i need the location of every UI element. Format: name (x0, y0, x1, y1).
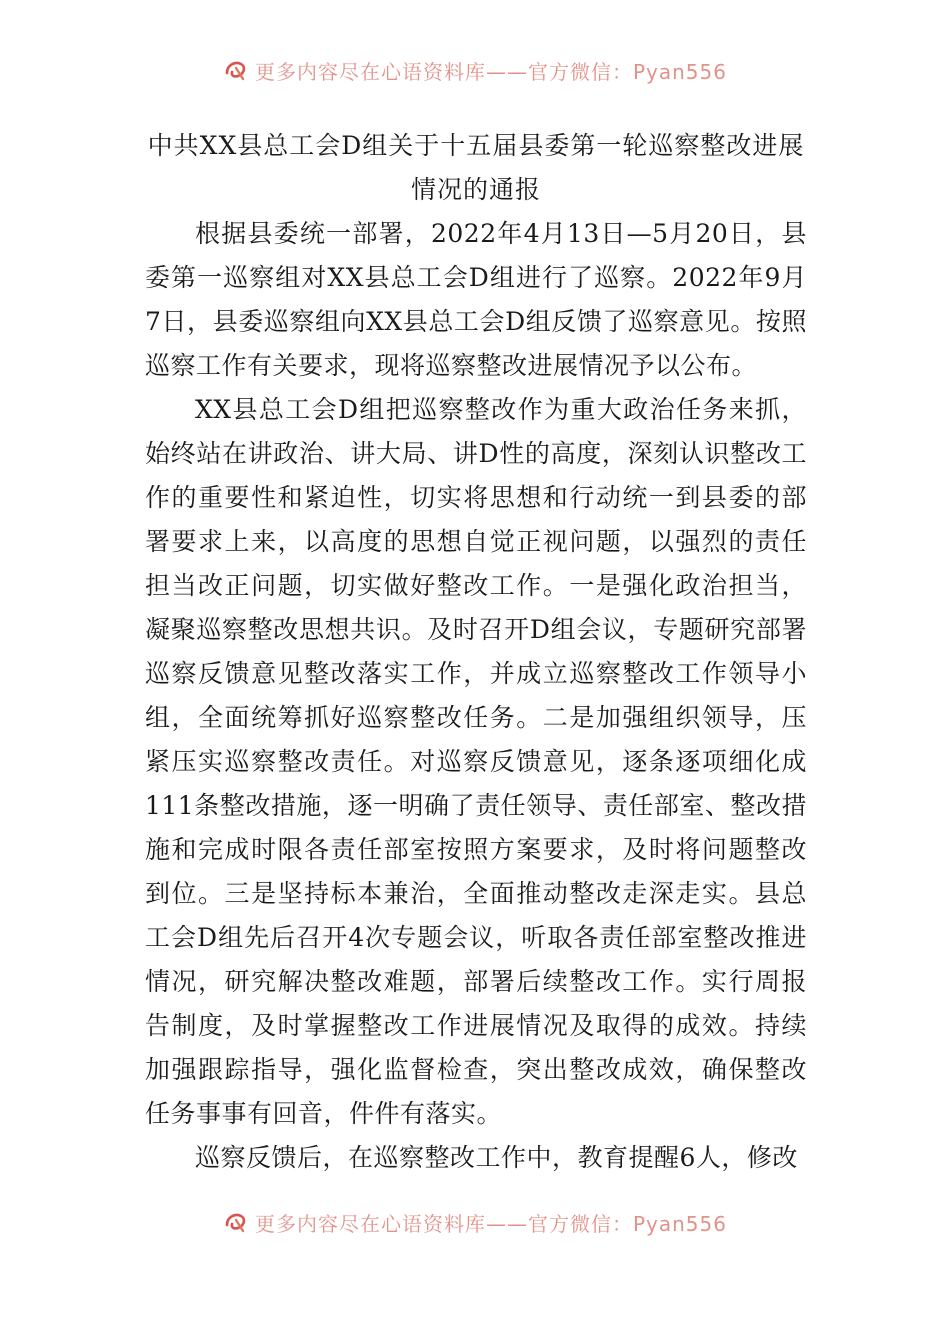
watermark-text: 更多内容尽在心语资料库——官方微信：Pyan556 (254, 1211, 727, 1236)
document-body (145, 124, 807, 1180)
watermark-footer (0, 1204, 950, 1240)
paragraph: XX县总工会D组把巡察整改作为重大政治任务来抓，始终站在讲政治、讲大局、讲D性的高度，深刻认识整改工作的重要性和紧迫性，切实将思想和行动统一到县委的部署要求上来，以高度的思想自觉正视问题，以强烈的责任担当改正问题，切实做好整改工作。一是强化政治担当，凝聚巡察整改思想共识。及时召开D组会议，专题研究部署巡察反馈意见整改落实工作，并成立巡察整改工作领导小组，全面统筹抓好巡察整改任务。二是加强组织领导，压紧压实巡察整改责任。对巡察反馈意见，逐条逐项细化成111条整改措施，逐一明确了责任领导、责任部室、整改措施和完成时限各责任部室按照方案要求，及时将问题整改到位。三是坚持标本兼治，全面推动整改走深走实。县总工会D组先后召开4次专题会议，听取各责任部室整改推进情况，研究解决整改难题，部署后续整改工作。实行周报告制度，及时掌握整改工作进展情况及取得的成效。持续加强跟踪指导，强化监督检查，突出整改成效，确保整改任务事事有回音，件件有落实。 (145, 395, 807, 1128)
watermark-header (0, 52, 950, 88)
watermark-logo-icon (223, 57, 249, 83)
watermark-logo-icon (223, 1209, 249, 1235)
document-title: 中共XX县总工会D组关于十五届县委第一轮巡察整改进展情况的通报 (147, 131, 805, 204)
paragraph: 根据县委统一部署，2022年4月13日—5月20日，县委第一巡察组对XX县总工会D组进行了巡察。2022年9月7日，县委巡察组向XX县总工会D组反馈了巡察意见。按照巡察工作有关要求，现将巡察整改进展情况予以公布。 (145, 219, 807, 380)
paragraph: 巡察反馈后，在巡察整改工作中，教育提醒6人，修改 (195, 1143, 798, 1172)
watermark-text: 更多内容尽在心语资料库——官方微信：Pyan556 (254, 59, 727, 84)
